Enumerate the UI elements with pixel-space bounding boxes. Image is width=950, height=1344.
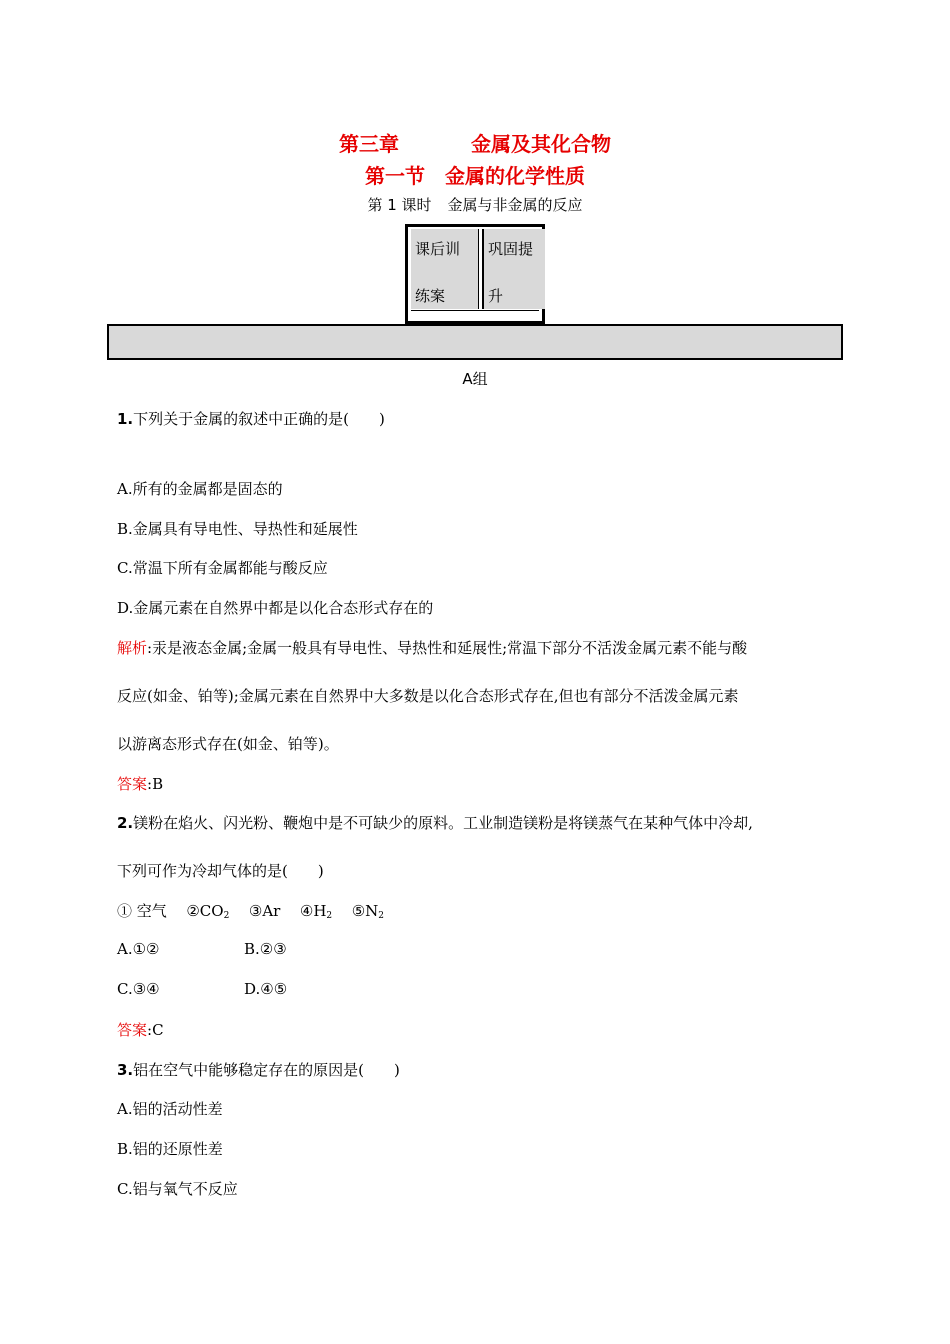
lesson-title xyxy=(0,194,950,215)
q2-choices xyxy=(117,900,384,921)
q2-answer-value: :C xyxy=(147,1021,164,1039)
lesson-name: 金属与非金属的反应 xyxy=(447,196,583,214)
q1-stem-text: 下列关于金属的叙述中正确的是( ) xyxy=(133,410,385,428)
q2-choice-5: $⑤N_2$ xyxy=(351,902,385,921)
q2-option-c: C.③④ xyxy=(117,980,160,998)
q1-analysis-line1 xyxy=(117,637,747,658)
q1-answer-value: :B xyxy=(147,775,164,793)
section-title xyxy=(0,160,950,189)
q2-stem-line1 xyxy=(117,812,753,833)
q1-answer xyxy=(117,773,163,794)
chapter-name: 金属及其化合物 xyxy=(471,132,611,156)
chapter-title xyxy=(0,128,950,157)
q3-option-b: B.铝的还原性差 xyxy=(117,1140,223,1158)
q1-option-b: B.金属具有导电性、导热性和延展性 xyxy=(117,520,358,538)
box-cell-left xyxy=(411,229,479,309)
section-number: 第一节 xyxy=(365,164,425,188)
q1-number: 1. xyxy=(117,410,134,428)
chapter-number: 第三章 xyxy=(339,132,399,156)
box-right-line2: 升 xyxy=(488,287,504,305)
section-name: 金属的化学性质 xyxy=(445,164,585,188)
q3-option-a: A.铝的活动性差 xyxy=(117,1100,223,1118)
box-left-line2: 练案 xyxy=(415,287,446,305)
q1-analysis-text1: :汞是液态金属;金属一般具有导电性、导热性和延展性;常温下部分不活泼金属元素不能与酸 xyxy=(147,639,748,657)
q2-choice-4: $④H_2$ xyxy=(299,902,333,921)
box-left-line1: 课后训 xyxy=(415,240,461,258)
q2-answer-label: 答案 xyxy=(117,1021,148,1039)
q1-analysis-label: 解析 xyxy=(117,639,148,657)
q2-answer xyxy=(117,1019,164,1040)
q1-analysis-line3: 以游离态形式存在(如金、铂等)。 xyxy=(117,735,339,753)
lesson-number: 第 1 课时 xyxy=(367,196,432,214)
q3-option-c: C.铝与氧气不反应 xyxy=(117,1180,238,1198)
q3-stem-text: 铝在空气中能够稳定存在的原因是( ) xyxy=(133,1061,400,1079)
q2-number: 2. xyxy=(117,814,134,832)
q2-option-d: D.④⑤ xyxy=(244,980,288,998)
exercise-label-box xyxy=(405,224,545,324)
q3-stem xyxy=(117,1059,400,1080)
q2-stem-line2: 下列可作为冷却气体的是( ) xyxy=(117,862,324,880)
q2-choice-2: $②CO_2$ xyxy=(186,902,230,921)
q2-option-a: A.①② xyxy=(117,940,160,958)
box-bottom-row xyxy=(411,310,539,320)
q1-stem xyxy=(117,408,385,429)
q1-analysis-line2: 反应(如金、铂等);金属元素在自然界中大多数是以化合态形式存在,但也有部分不活泼金属元素 xyxy=(117,687,739,705)
q2-choice-3: ③Ar xyxy=(248,902,281,920)
q2-choice-1: ① 空气 xyxy=(117,902,167,920)
group-label: A组 xyxy=(462,370,488,388)
box-cell-right xyxy=(482,229,545,309)
q1-option-c: C.常温下所有金属都能与酸反应 xyxy=(117,559,328,577)
q1-option-a: A.所有的金属都是固态的 xyxy=(117,480,283,498)
q2-option-b: B.②③ xyxy=(244,940,287,958)
q3-number: 3. xyxy=(117,1061,134,1079)
q1-option-d: D.金属元素在自然界中都是以化合态形式存在的 xyxy=(117,599,434,617)
box-right-line1: 巩固提 xyxy=(488,240,534,258)
q1-answer-label: 答案 xyxy=(117,775,148,793)
q2-stem-text1: 镁粉在焰火、闪光粉、鞭炮中是不可缺少的原料。工业制造镁粉是将镁蒸气在某种气体中冷却, xyxy=(133,814,753,832)
gray-banner xyxy=(107,324,843,360)
